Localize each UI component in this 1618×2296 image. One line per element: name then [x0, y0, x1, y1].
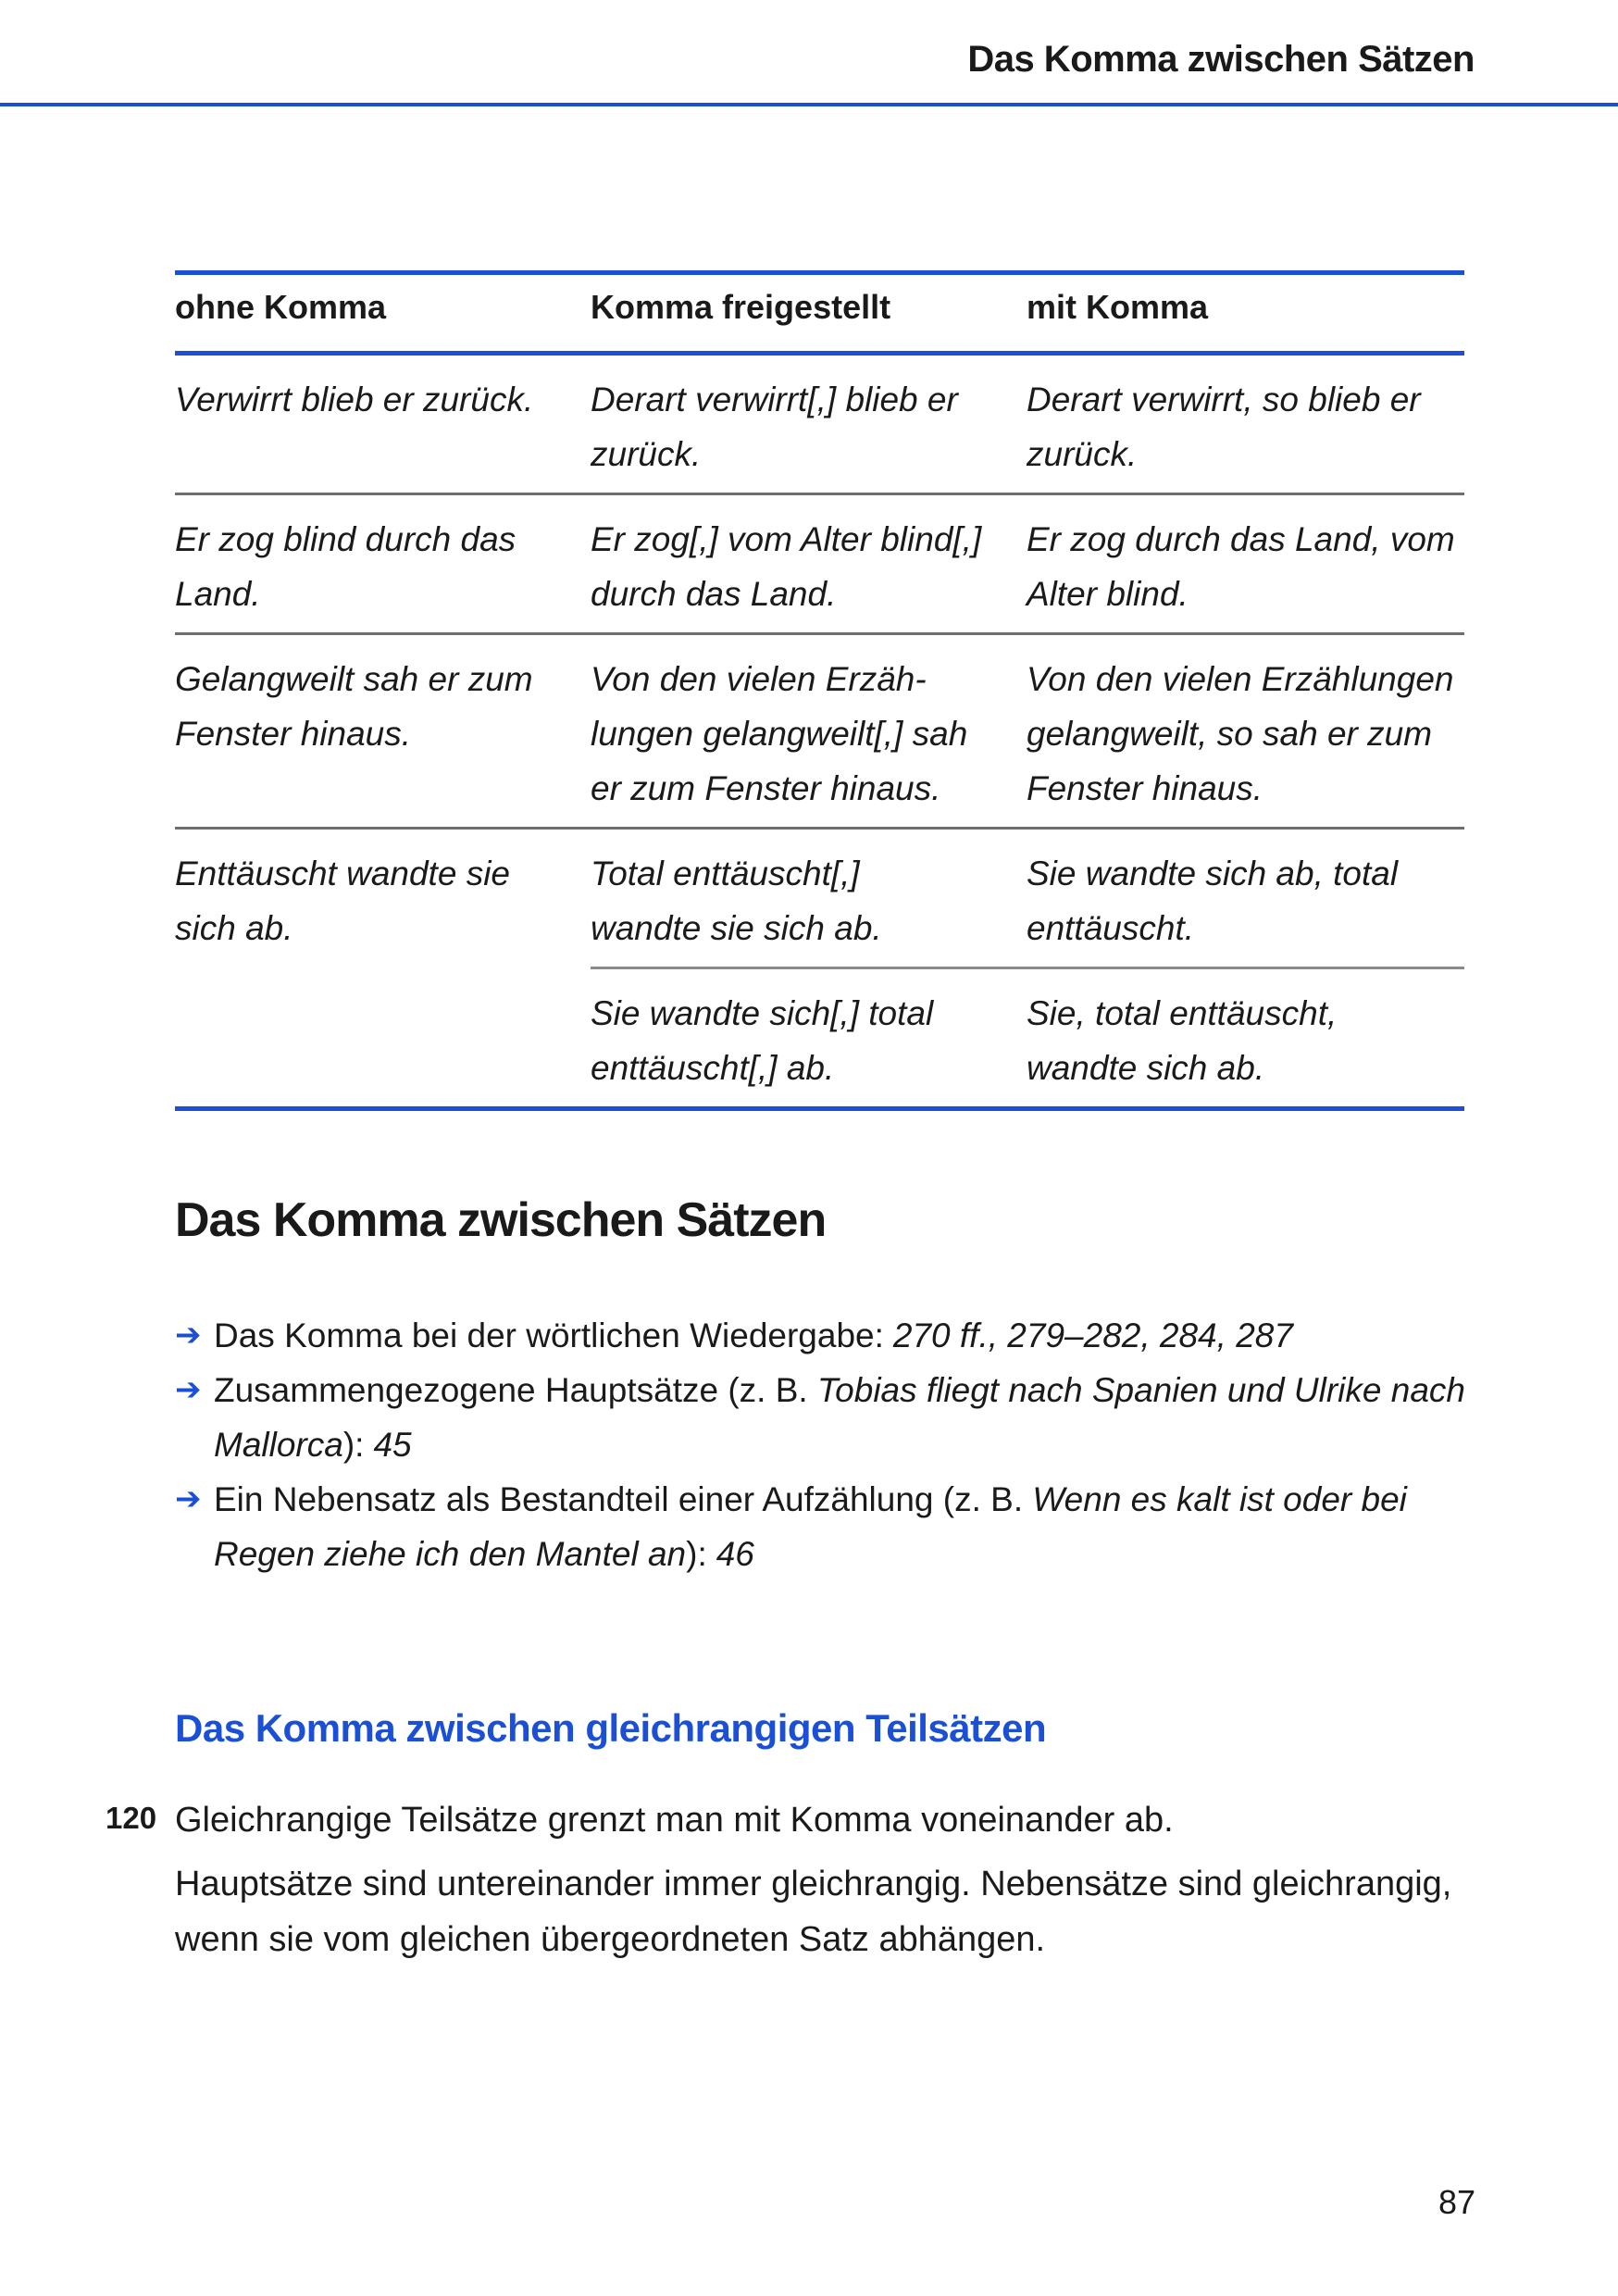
reference-text: Zusammengezogene Hauptsätze (z. B. — [214, 1371, 817, 1409]
table-cell: Von den vielen Erzählungen gelangweilt, so sah er zum Fenster hinaus. — [1027, 660, 1454, 807]
table-cell: Gelangweilt sah er zum Fenster hinaus. — [175, 660, 533, 753]
column-header-mit-komma: mit Komma — [1027, 288, 1209, 327]
reference-text: Ein Nebensatz als Bestandteil einer Aufzählung (z. B. — [214, 1480, 1033, 1518]
section-heading: Das Komma zwischen Sätzen — [175, 1193, 827, 1247]
reference-numbers[interactable]: 270 ff., 279–282, 284, 287 — [892, 1316, 1293, 1354]
subsection-heading: Das Komma zwischen gleichrangigen Teilsätzen — [175, 1706, 1047, 1750]
table-cell: Er zog blind durch das Land. — [175, 520, 517, 613]
table-row — [175, 495, 1464, 635]
running-header — [0, 0, 1618, 106]
table-header-row — [175, 275, 1464, 356]
reference-text: Das Komma bei der wörtlichen Wiedergabe: — [214, 1316, 884, 1354]
arrow-right-icon: ➔ — [175, 1372, 202, 1407]
table-cell: Er zog durch das Land, vom Alter blind. — [1027, 520, 1455, 613]
table-cell: Total enttäuscht[,] wandte sie sich ab. — [591, 830, 1027, 969]
table-cell-empty — [175, 969, 591, 1106]
table-cell: Derart verwirrt[,] blieb er zurück. — [591, 381, 958, 473]
table-cell: Er zog[,] vom Alter blind[,] durch das Land. — [591, 520, 982, 613]
table-row — [175, 969, 1464, 1106]
running-header-title: Das Komma zwischen Sätzen — [967, 39, 1475, 80]
cross-reference-list — [175, 1308, 1480, 1581]
reference-text-after: ): — [686, 1535, 707, 1573]
table-row — [175, 635, 1464, 830]
table-cell: Sie, total enttäuscht, wandte sich ab. — [1027, 994, 1338, 1087]
reference-text-after: ): — [342, 1426, 365, 1464]
comma-table — [175, 270, 1464, 1111]
arrow-right-icon: ➔ — [175, 1317, 202, 1353]
column-header-ohne-komma: ohne Komma — [175, 288, 387, 327]
page-number: 87 — [1438, 2183, 1475, 2221]
rule-number: 120 — [106, 1801, 157, 1835]
table-cell: Von den vielen Erzäh- lungen gelangweilt[,] sah er zum Fenster hinaus. — [591, 660, 968, 807]
reference-example: Wenn es kalt ist oder bei Regen ziehe ich den Mantel an — [214, 1480, 1407, 1573]
reference-example: Tobias fliegt nach Spanien und Ulrike nach Mallorca — [214, 1371, 1465, 1464]
table-cell: Derart verwirrt, so blieb er zurück. — [1027, 381, 1421, 473]
table-row — [175, 830, 1464, 969]
column-header-komma-freigestellt: Komma freigestellt — [591, 288, 891, 327]
table-cell: Enttäuscht wandte sie sich ab. — [175, 855, 510, 947]
table-row — [175, 356, 1464, 495]
reference-numbers[interactable]: 45 — [373, 1426, 412, 1464]
reference-numbers[interactable]: 46 — [716, 1535, 754, 1573]
table-cell: Sie wandte sich[,] total enttäuscht[,] ab. — [591, 994, 934, 1087]
cross-reference-item — [175, 1363, 1480, 1472]
table-cell: Sie wandte sich ab, total enttäuscht. — [1027, 830, 1464, 969]
arrow-right-icon: ➔ — [175, 1481, 202, 1516]
rule-explanation: Hauptsätze sind untereinander immer gleichrangig. Nebensätze sind gleichrangig, wenn sie vom gleichen übergeordneten Satz abhängen. — [175, 1865, 1452, 1959]
cross-reference-item — [175, 1308, 1480, 1363]
cross-reference-item — [175, 1472, 1480, 1581]
table-cell: Verwirrt blieb er zurück. — [175, 381, 534, 418]
rule-text: Gleichrangige Teilsätze grenzt man mit Komma voneinander ab. — [175, 1801, 1174, 1840]
